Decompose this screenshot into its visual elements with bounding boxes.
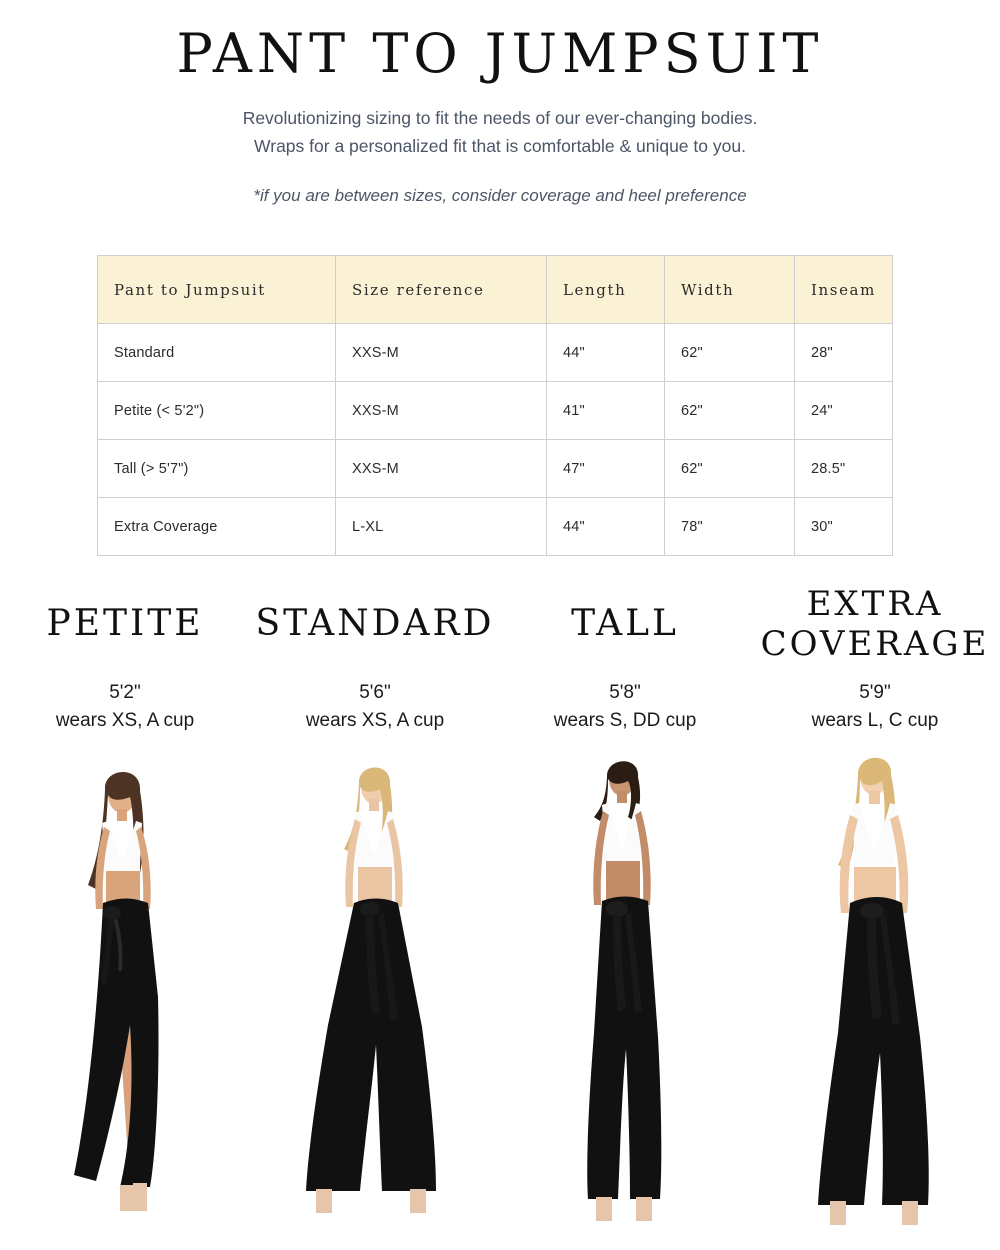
model-stats-petite — [56, 679, 194, 743]
model-stats-extra-coverage — [812, 679, 939, 743]
model-gallery — [0, 569, 1000, 1237]
model-photo-tall — [500, 757, 750, 1237]
model-card-standard — [250, 569, 500, 1237]
model-height-extra-coverage: 5'9" — [859, 682, 891, 703]
model-photo-petite — [0, 757, 250, 1237]
page-title: PANT TO JUMPSUIT — [176, 22, 824, 85]
cell-length: 41" — [547, 382, 665, 440]
cell-length: 47" — [547, 440, 665, 498]
cell-length: 44" — [547, 324, 665, 382]
cell-width: 62" — [665, 440, 795, 498]
page-subtitle — [0, 105, 1000, 159]
cell-product: Petite (< 5'2") — [98, 382, 336, 440]
model-title-tall: TALL — [571, 602, 679, 644]
size-guide-page — [0, 24, 1000, 1250]
size-table-wrapper — [97, 255, 892, 556]
column-header-product: Pant to Jumpsuit — [98, 256, 336, 324]
table-row — [98, 498, 893, 556]
model-height-petite: 5'2" — [109, 682, 141, 703]
cell-width: 62" — [665, 382, 795, 440]
model-illustration-standard — [250, 757, 500, 1237]
model-wears-standard: wears XS, A cup — [305, 709, 445, 731]
model-stats-standard — [306, 679, 444, 743]
model-stats-tall — [554, 679, 697, 743]
cell-inseam: 30" — [795, 498, 893, 556]
cell-inseam: 24" — [795, 382, 893, 440]
model-title-standard: STANDARD — [255, 602, 495, 644]
column-header-size-reference: Size reference — [336, 256, 547, 324]
model-wears-tall: wears S, DD cup — [553, 709, 697, 731]
table-header-row — [98, 256, 893, 324]
model-height-standard: 5'6" — [359, 682, 391, 703]
cell-product: Standard — [98, 324, 336, 382]
size-table-body — [98, 324, 893, 556]
model-wears-extra-coverage: wears L, C cup — [811, 709, 939, 731]
model-card-tall — [500, 569, 750, 1237]
subtitle-line-2: Wraps for a personalized fit that is comfortable & unique to you. — [254, 135, 746, 156]
size-table — [97, 255, 893, 556]
cell-width: 78" — [665, 498, 795, 556]
column-header-width: Width — [665, 256, 795, 324]
sizing-note: *if you are between sizes, consider coverage and heel preference — [253, 185, 747, 205]
model-height-tall: 5'8" — [609, 682, 641, 703]
model-title-petite: PETITE — [46, 602, 204, 644]
model-wears-petite: wears XS, A cup — [55, 709, 195, 731]
model-title-extra-coverage: EXTRA COVERAGE — [760, 583, 990, 664]
table-row — [98, 324, 893, 382]
table-row — [98, 440, 893, 498]
cell-size-reference: XXS-M — [336, 440, 547, 498]
cell-length: 44" — [547, 498, 665, 556]
cell-width: 62" — [665, 324, 795, 382]
column-header-length: Length — [547, 256, 665, 324]
cell-inseam: 28" — [795, 324, 893, 382]
cell-size-reference: L-XL — [336, 498, 547, 556]
model-illustration-petite — [0, 757, 250, 1237]
size-table-head — [98, 256, 893, 324]
model-illustration-extra-coverage — [750, 757, 1000, 1237]
cell-size-reference: XXS-M — [336, 324, 547, 382]
model-photo-extra-coverage — [750, 757, 1000, 1237]
subtitle-line-1: Revolutionizing sizing to fit the needs of our ever-changing bodies. — [242, 108, 758, 129]
table-row — [98, 382, 893, 440]
model-card-petite — [0, 569, 250, 1237]
cell-inseam: 28.5" — [795, 440, 893, 498]
model-photo-standard — [250, 757, 500, 1237]
model-illustration-tall — [500, 757, 750, 1237]
model-card-extra-coverage — [750, 569, 1000, 1237]
cell-size-reference: XXS-M — [336, 382, 547, 440]
cell-product: Extra Coverage — [98, 498, 336, 556]
column-header-inseam: Inseam — [795, 256, 893, 324]
cell-product: Tall (> 5'7") — [98, 440, 336, 498]
